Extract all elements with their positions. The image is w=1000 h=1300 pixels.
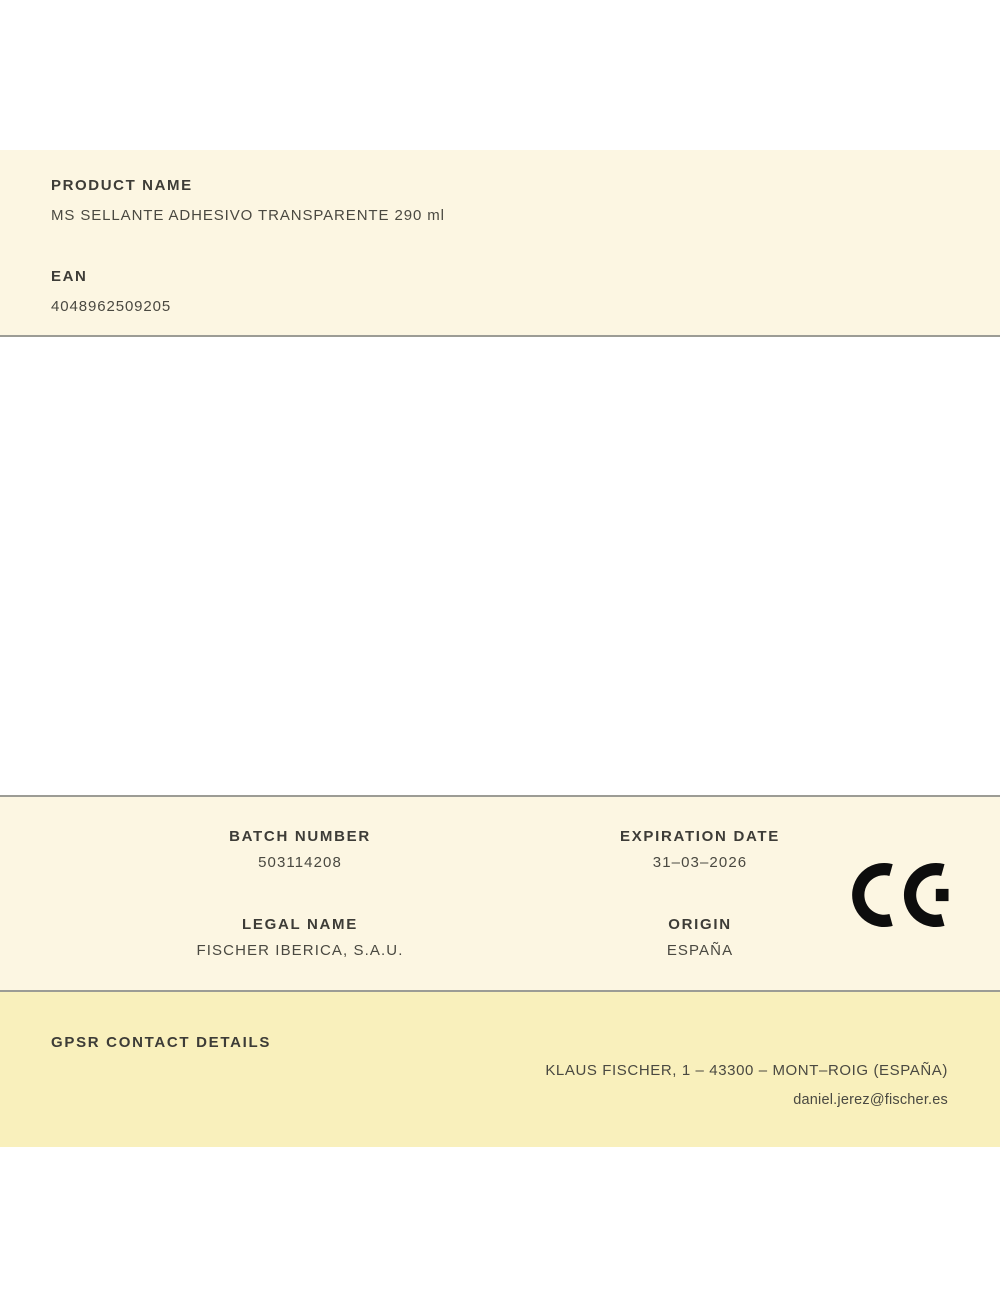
gpsr-contact-section (0, 992, 1000, 1147)
ean-label: EAN (51, 268, 88, 285)
gpsr-contact-email: daniel.jerez@fischer.es (793, 1092, 948, 1108)
origin-label: ORIGIN (668, 916, 732, 933)
expiration-date-label: EXPIRATION DATE (620, 828, 780, 845)
middle-whitespace (0, 337, 1000, 795)
product-name-value: MS SELLANTE ADHESIVO TRANSPARENTE 290 ml (51, 207, 445, 224)
ce-mark-icon (852, 862, 949, 933)
top-whitespace (0, 0, 1000, 150)
compliance-section (0, 795, 1000, 992)
compliance-left-column (0, 797, 600, 990)
product-info-section (0, 150, 1000, 337)
expiration-date-value: 31–03–2026 (652, 854, 748, 871)
gpsr-contact-address: KLAUS FISCHER, 1 – 43300 – MONT–ROIG (ESPAÑA) (545, 1062, 948, 1079)
batch-number-value: 503114208 (258, 854, 342, 871)
ean-value: 4048962509205 (51, 298, 172, 315)
legal-name-label: LEGAL NAME (242, 916, 358, 933)
gpsr-contact-heading: GPSR CONTACT DETAILS (51, 1034, 272, 1051)
batch-number-label: BATCH NUMBER (229, 828, 371, 845)
origin-value: ESPAÑA (666, 942, 734, 959)
legal-name-value: FISCHER IBERICA, S.A.U. (196, 942, 404, 959)
compliance-right-column (600, 797, 800, 990)
product-name-label: PRODUCT NAME (51, 177, 193, 194)
ce-mark-column (800, 797, 1000, 990)
